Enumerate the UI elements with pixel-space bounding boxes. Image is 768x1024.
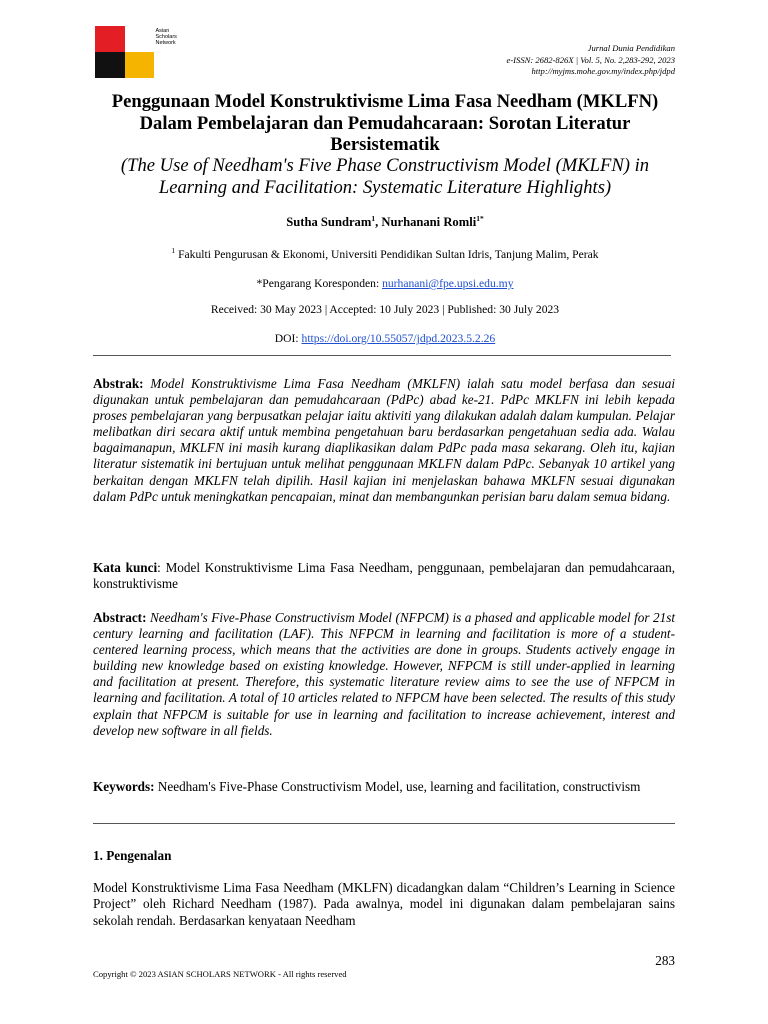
divider-top — [93, 355, 671, 356]
author-line — [95, 215, 675, 230]
logo-white-block — [125, 26, 177, 52]
copyright-notice: Copyright © 2023 ASIAN SCHOLARS NETWORK - All rights reserved — [93, 969, 347, 979]
kata-kunci-text: : Model Konstruktivisme Lima Fasa Needham, penggunaan, pembelajaran dan pemudahcaraan, konstruktivisme — [93, 560, 676, 592]
journal-name: Jurnal Dunia Pendidikan — [587, 43, 675, 53]
affiliation-text: Fakulti Pengurusan & Ekonomi, Universiti Pendidikan Sultan Idris, Tanjung Malim, Perak — [175, 248, 599, 261]
abstract-text: Needham's Five-Phase Constructivism Model (NFPCM) is a phased and applicable model for 21st century learning and facilitation (LAF). This NFPCM in learning and facilitation is more of a student-centered learning process, which means that the activities are done in groups. Students actively engage in building new knowledge based on existing knowledge. However, NFPCM is still under-applied in learning and facilitation at present. Therefore, this systematic literature review aims to see the use of NFPCM in learning and facilitation. A total of 10 articles related to NFPCM have been selected. The results of this study explain that NFPCM is suitable for use in learning and facilitation to increase achievement, interest and develop new software in all fields. — [93, 610, 675, 738]
author-1: Sutha Sundram — [286, 215, 372, 229]
divider-bottom — [93, 823, 675, 824]
abstrak-text: Model Konstruktivisme Lima Fasa Needham (MKLFN) ialah satu model berfasa dan sesuai digunakan untuk pembelajaran dan pemudahcaraan (PdPc) abad ke-21. PdPc MKLFN ini lebih kepada proses pembelajaran yang berpusatkan pelajar iaitu aktiviti yang dilakukan adalah dalam kumpulan. Pelajar melibatkan diri secara aktif untuk membina pengetahuan baru berdasarkan pengetahuan sedia ada. Walau bagaimanapun, MKLFN ini masih kurang diaplikasikan dalam PdPc pada masa sekarang. Oleh itu, kajian literatur sistematik ini bertujuan untuk melihat penggunaan MKLFN dalam PdPc. Sebanyak 10 artikel yang berkaitan dengan MKLFN telah dipilih. Hasil kajian ini menjelaskan bahawa MKLFN sesuai digunakan dalam PdPc untuk meningkatkan pencapaian, minat dan membangunkan perisian baru dalam semua bidang. — [93, 376, 675, 504]
page-number: 283 — [655, 953, 675, 968]
title-malay: Penggunaan Model Konstruktivisme Lima Fasa Needham (MKLFN) Dalam Pembelajaran dan Pemudahcaraan: Sorotan Literatur Bersistematik — [111, 91, 659, 155]
keywords-paragraph — [93, 779, 675, 795]
section-heading: 1. Pengenalan — [93, 848, 172, 863]
author-separator: , — [375, 215, 382, 229]
abstract-label: Abstract: — [93, 610, 147, 625]
abstrak-label: Abstrak: — [93, 376, 144, 391]
journal-info — [507, 43, 676, 78]
journal-url: http://myjms.mohe.gov.my/index.php/jdpd — [531, 66, 675, 76]
title-english: (The Use of Needham's Five Phase Constructivism Model (MKLFN) in Learning and Facilitation: Systematic Literature Highlights) — [120, 155, 650, 198]
section-body: Model Konstruktivisme Lima Fasa Needham (MKLFN) dicadangkan dalam “Children’s Learning in Science Project” oleh Richard Needham (1987). Pada awalnya, model ini digunakan dalam pembelajaran sains sekolah rendah. Berdasarkan kenyataan Needham — [93, 880, 675, 928]
logo-red-block — [95, 26, 125, 52]
corresponding-label: *Pengarang Koresponden: — [256, 277, 383, 290]
author-2-affil: 1* — [476, 213, 484, 223]
kata-kunci-paragraph — [93, 560, 675, 592]
affiliation-number: 1 — [171, 246, 176, 256]
doi-line — [95, 332, 675, 345]
logo-yellow-block — [125, 52, 155, 78]
keywords-text: Needham's Five-Phase Constructivism Model, use, learning and facilitation, constructivism — [154, 779, 641, 794]
affiliation — [95, 248, 675, 261]
doi-link[interactable]: https://doi.org/10.55057/jdpd.2023.5.2.26 — [301, 332, 496, 345]
author-2: Nurhanani Romli — [381, 215, 477, 229]
keywords-label: Keywords: — [93, 779, 155, 794]
doi-label: DOI: — [274, 332, 302, 345]
journal-issn: e-ISSN: 2682-826X | Vol. 5, No. 2,283-292, 2023 — [506, 54, 675, 65]
abstrak-paragraph — [93, 376, 675, 505]
author-1-affil: 1 — [371, 213, 376, 223]
logo-text: Asian Scholars Network — [155, 28, 177, 46]
publisher-logo — [95, 26, 177, 78]
publication-dates: Received: 30 May 2023 | Accepted: 10 July 2023 | Published: 30 July 2023 — [210, 303, 560, 316]
email-link[interactable]: nurhanani@fpe.upsi.edu.my — [382, 277, 514, 290]
corresponding-author — [95, 277, 675, 290]
logo-black-block — [95, 52, 125, 78]
kata-kunci-label: Kata kunci — [93, 560, 158, 575]
abstract-paragraph — [93, 610, 675, 739]
